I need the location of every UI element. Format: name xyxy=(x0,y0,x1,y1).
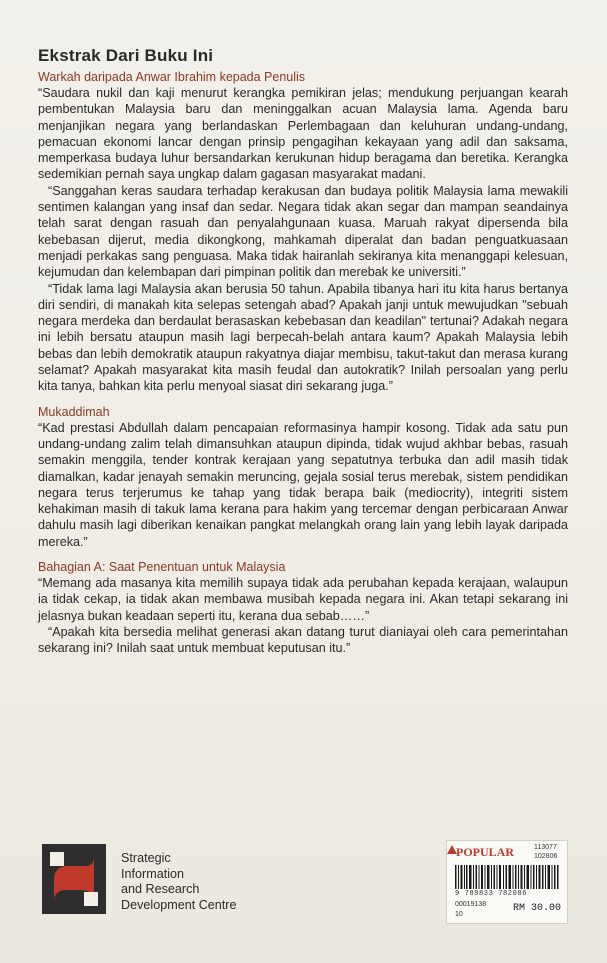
paragraph: “Saudara nukil dan kaji menurut kerangka pemikiran jelas; mendukung perjuangan kearah pembentukan Malaysia baru dan meninggalkan acuan Malaysia lama. Agenda baru menjanjikan negara yang berlandaskan Perlembagaan dan keluhuran undang-undang, pemacuan ekonomi lancar dengan prinsip pengagihan kekayaan yang adil dan saksama, memperkasa budaya luhur bersandarkan kerukunan hidup beragama dan beretika. Kerangka sedemikian pernah saya ungkap dalam gagasan masyarakat madani. xyxy=(38,86,568,182)
paragraph: “Apakah kita bersedia melihat generasi akan datang turut dianiayai oleh cara pemerintahan sekarang ini? Inilah saat untuk membuat keputusan itu.” xyxy=(38,624,568,656)
store-brand: POPULAR xyxy=(456,845,514,859)
paragraph: “Sanggahan keras saudara terhadap kerakusan dan budaya politik Malaysia lama mewakili sentimen kalangan yang insaf dan sedar. Negara tidak akan segar dan mampan seandainya telah sarat dengan rasuah dan penyalahgunaan kuasa. Maruah rakyat dipersenda bila kebebasan dijerut, media dikongkong, mahkamah diperalat dan badan penguatkuasaan menjadi perkakas sang penguasa. Maka tidak hairanlah sekiranya kita menanggapi kelesuan, kejumudan dan kelembapan dari pimpinan politik dan merebak ke universiti.” xyxy=(38,183,568,280)
quantity-number: 10 xyxy=(455,911,463,918)
section-heading-letter: Warkah daripada Anwar Ibrahim kepada Penulis xyxy=(38,70,306,84)
sticker-code: 102806 xyxy=(534,853,558,860)
price-sticker xyxy=(446,840,568,924)
section-heading-bahagian-a: Bahagian A: Saat Penentuan untuk Malaysia xyxy=(38,560,286,575)
barcode-icon xyxy=(455,865,559,889)
price-label: RM 30.00 xyxy=(513,903,562,914)
publisher-line: Strategic xyxy=(121,851,171,865)
page-title: Ekstrak Dari Buku Ini xyxy=(38,46,214,65)
paragraph: “Tidak lama lagi Malaysia akan berusia 50 tahun. Apabila tibanya hari itu kita harus bertanya diri sendiri, di manakah kita selepas setengah abad? Apakah janji untuk mewujudkan "sebuah negara merdeka dan berdaulat berasaskan kebebasan dan keadilan" tertunai? Adakah negara ini lebih bersatu ataupun masih lagi berpecah-belah antara kaum? Apakah Malaysia lebih bebas dan lebih demokratik ataupun rakyatnya diajar membisu, takut-takut dan merasa kurang selamat? Apakah masyarakat kita masih feudal dan autokratik? Inilah persoalan yang perlu kita tanya, bahkan kita perlu menyoal siasat diri sekarang juga.” xyxy=(38,281,568,394)
publisher-name xyxy=(121,851,237,913)
publisher-line: Development Centre xyxy=(121,897,237,912)
sticker-code: 113077 xyxy=(534,844,557,851)
publisher-logo xyxy=(42,844,106,914)
publisher-logo-mark-icon xyxy=(42,844,106,914)
excerpt-content xyxy=(38,46,568,657)
section-heading-mukaddimah: Mukaddimah xyxy=(38,404,110,419)
isbn-number: 9 789833 782086 xyxy=(455,890,528,898)
sku-number: 00019138 xyxy=(455,901,487,908)
paragraph: “Memang ada masanya kita memilih supaya tidak ada perubahan kepada kerajaan, walaupun ia tidak cekap, ia tidak akan membawa musibah kepada negara ini. Akan tetapi sekarang ini jelasnya bukan keadaan seperti itu, kerana dua sebab……” xyxy=(38,576,568,623)
publisher-line: and Research xyxy=(121,882,200,896)
publisher-line: Information xyxy=(121,866,184,881)
paragraph: “Kad prestasi Abdullah dalam pencapaian reformasinya hampir kosong. Tidak ada satu pun undang-undang zalim telah dimansuhkan ataupun dipinda, tidak wujud akhbar bebas, rasuah semakin menggila, tender kontrak kerajaan yang sepatutnya terbuka dan adil masih tidak diamalkan, kadar jenayah semakin meruncing, gejala sosial terus merebak, sistem pendidikan negara terus terjerumus ke tahap yang tidak berapa baik (mediocrity), integriti sistem kehakiman masih di takuk lama kerana para hakim yang tercemar dengan perbicaraan Anwar dahulu masih lagi diberikan kenaikan pangkat melangkah orang lain yang lebih layak daripada mereka.” xyxy=(38,420,568,549)
